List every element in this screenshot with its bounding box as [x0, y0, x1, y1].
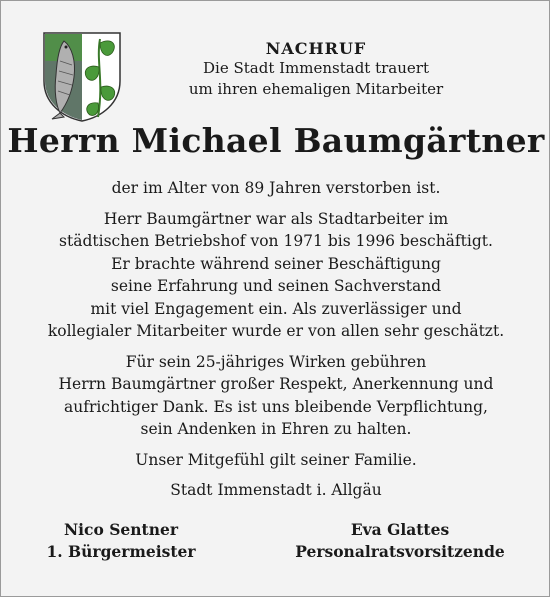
signature-mayor-role: 1. Bürgermeister — [46, 542, 196, 561]
signature-mayor — [31, 519, 211, 563]
header-line-2: um ihren ehemaligen Mitarbeiter — [188, 80, 444, 98]
header-line-1: Die Stadt Immenstadt trauert — [203, 59, 429, 77]
career-line-6: kollegialer Mitarbeiter wurde er von allen sehr geschätzt. — [47, 322, 505, 340]
nachruf-title: NACHRUF — [265, 39, 367, 58]
career-line-1: Herr Baumgärtner war als Stadtarbeiter im — [103, 209, 449, 228]
header — [1, 39, 550, 100]
obituary-body — [1, 177, 550, 502]
career-line-2: städtischen Betriebshof von 1971 bis 1996 beschäftigt. — [59, 232, 493, 250]
signature-staff-council — [281, 519, 519, 563]
gratitude-line-2: Herrn Baumgärtner großer Respekt, Anerkennung und — [58, 375, 494, 393]
career-line-3: Er brachte während seiner Beschäftigung — [111, 254, 441, 273]
age-line: der im Alter von 89 Jahren verstorben ist. — [111, 179, 441, 197]
deceased-name: Herrn Michael Baumgärtner — [7, 121, 545, 160]
signature-staff-council-name: Eva Glattes — [350, 520, 450, 539]
city-line: Stadt Immenstadt i. Allgäu — [170, 481, 382, 499]
gratitude-line-4: sein Andenken in Ehren zu halten. — [140, 420, 412, 438]
gratitude-line-1: Für sein 25-jähriges Wirken gebühren — [125, 352, 427, 371]
gratitude-line-3: aufrichtiger Dank. Es ist uns bleibende Verpflichtung, — [63, 397, 488, 416]
condolence-line: Unser Mitgefühl gilt seiner Familie. — [135, 450, 417, 469]
career-line-5: mit viel Engagement ein. Als zuverlässiger und — [90, 299, 462, 318]
signature-staff-council-role: Personalratsvorsitzende — [295, 542, 505, 561]
signature-mayor-name: Nico Sentner — [63, 520, 178, 539]
career-line-4: seine Erfahrung und seinen Sachverstand — [110, 277, 442, 295]
